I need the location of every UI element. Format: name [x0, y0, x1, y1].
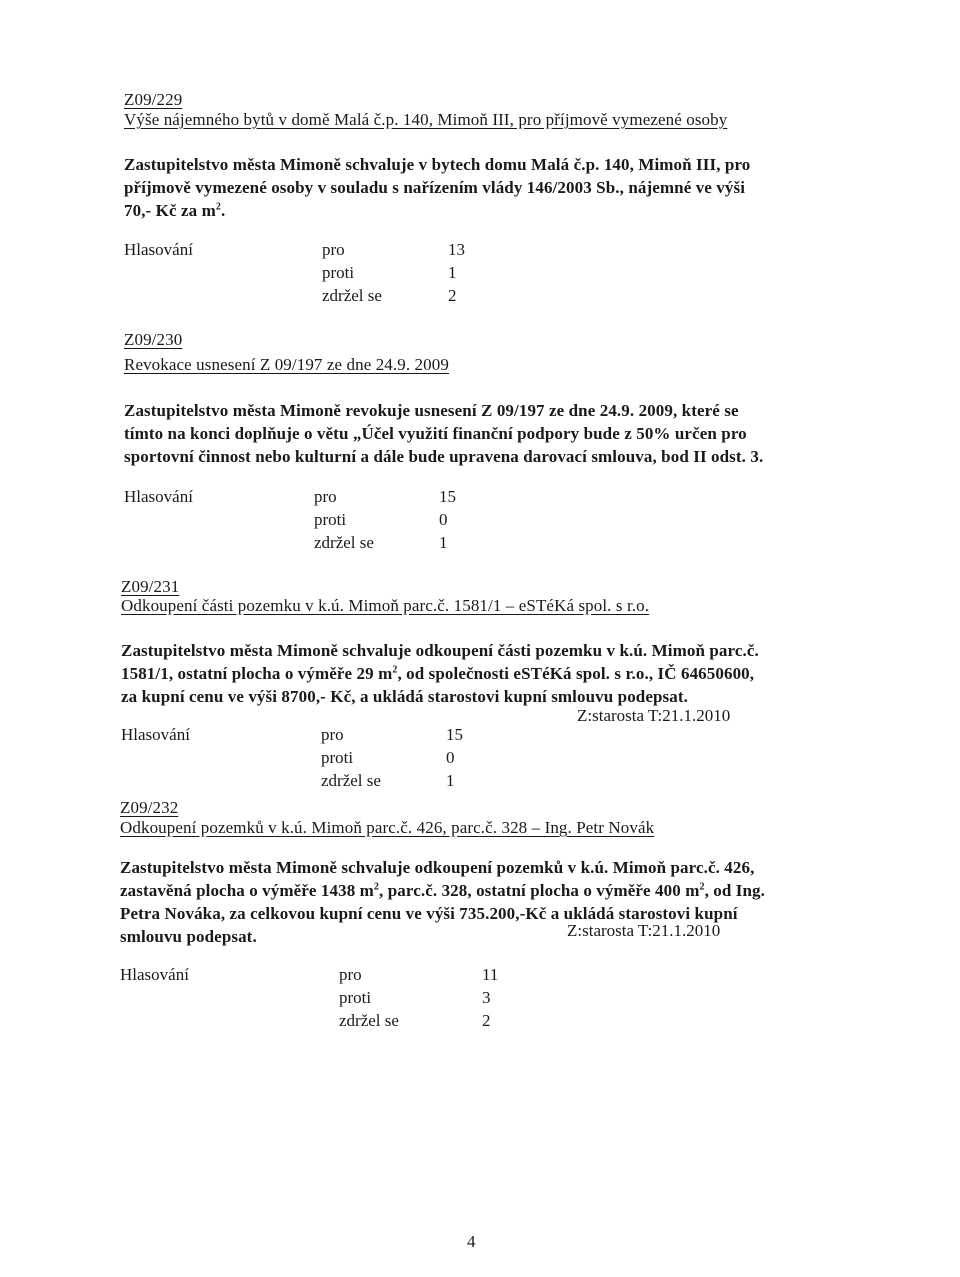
- vote-key: zdržel se: [339, 1011, 399, 1030]
- resolution-code: Z09/229: [124, 90, 183, 109]
- voting-block: [121, 725, 521, 800]
- vote-count: 1: [439, 533, 448, 552]
- vote-count: 2: [448, 286, 457, 305]
- vote-count: 2: [482, 1011, 491, 1030]
- text-fragment: 1581/1, ostatní plocha o výměře 29 m: [121, 664, 393, 683]
- voting-label: Hlasování: [124, 240, 193, 259]
- vote-count: 13: [448, 240, 465, 259]
- resolution-text: [124, 153, 750, 222]
- text-fragment: , parc.č. 328, ostatní plocha o výměře 400 m: [379, 881, 700, 900]
- resolution-title: Revokace usnesení Z 09/197 ze dne 24.9. 2009: [124, 355, 449, 374]
- vote-count: 15: [446, 725, 463, 744]
- text-line: [124, 199, 750, 222]
- resolution-code: Z09/232: [120, 798, 179, 817]
- resolution-title: Výše nájemného bytů v domě Malá č.p. 140, Mimoň III, pro příjmově vymezené osoby: [124, 110, 728, 129]
- text-line: za kupní cenu ve výši 8700,- Kč, a ukládá starostovi kupní smlouvu podepsat.: [121, 687, 688, 706]
- text-line: smlouvu podepsat.: [120, 927, 257, 946]
- text-line: Zastupitelstvo města Mimoně revokuje usnesení Z 09/197 ze dne 24.9. 2009, které se: [124, 401, 739, 420]
- vote-count: 1: [446, 771, 455, 790]
- responsible-person: Z:starosta T:21.1.2010: [567, 921, 721, 940]
- resolution-code: Z09/231: [121, 577, 180, 596]
- superscript: 2: [699, 881, 705, 893]
- text-fragment: zastavěná plocha o výměře 1438 m: [120, 881, 374, 900]
- vote-count: 0: [446, 748, 455, 767]
- voting-block: [124, 240, 524, 315]
- text-line: příjmově vymezené osoby v souladu s nařízením vlády 146/2003 Sb., nájemné ve výši: [124, 178, 746, 197]
- text-fragment: .: [220, 201, 226, 220]
- text-line: [120, 879, 765, 902]
- text-line: Zastupitelstvo města Mimoně schvaluje odkoupení pozemků v k.ú. Mimoň parc.č. 426,: [120, 858, 755, 877]
- vote-count: 1: [448, 263, 457, 282]
- vote-key: pro: [314, 487, 337, 506]
- resolution-code: Z09/230: [124, 330, 183, 349]
- text-line: sportovní činnost nebo kulturní a dále bude upravena darovací smlouva, bod II odst. 3.: [124, 447, 764, 466]
- vote-key: proti: [321, 748, 354, 767]
- vote-count: 15: [439, 487, 456, 506]
- voting-label: Hlasování: [120, 965, 189, 984]
- superscript: 2: [215, 201, 221, 213]
- superscript: 2: [392, 664, 398, 676]
- vote-key: proti: [339, 988, 372, 1007]
- vote-key: zdržel se: [321, 771, 381, 790]
- text-line: Zastupitelstvo města Mimoně schvaluje v bytech domu Malá č.p. 140, Mimoň III, pro: [124, 155, 751, 174]
- text-line: tímto na konci doplňuje o větu „Účel využití finanční podpory bude z 50% určen pro: [124, 424, 747, 443]
- vote-key: pro: [322, 240, 345, 259]
- vote-key: proti: [314, 510, 347, 529]
- vote-key: pro: [339, 965, 362, 984]
- resolution-text: [121, 639, 759, 708]
- responsible-person: Z:starosta T:21.1.2010: [577, 706, 731, 725]
- text-fragment: , od Ing.: [704, 881, 766, 900]
- vote-key: pro: [321, 725, 344, 744]
- text-line: Petra Nováka, za celkovou kupní cenu ve výši 735.200,-Kč a ukládá starostovi kupní: [120, 904, 738, 923]
- voting-block: [120, 965, 540, 1040]
- superscript: 2: [373, 881, 380, 893]
- voting-label: Hlasování: [121, 725, 190, 744]
- vote-key: proti: [322, 263, 355, 282]
- text-fragment: 70,- Kč za m: [124, 201, 216, 220]
- vote-key: zdržel se: [314, 533, 374, 552]
- voting-label: Hlasování: [124, 487, 193, 506]
- resolution-title: Odkoupení části pozemku v k.ú. Mimoň parc.č. 1581/1 – eSTéKá spol. s r.o.: [121, 596, 650, 615]
- resolution-text: [124, 399, 763, 468]
- vote-key: zdržel se: [322, 286, 382, 305]
- vote-count: 11: [482, 965, 499, 984]
- voting-block: [124, 487, 524, 562]
- page-number: 4: [467, 1232, 476, 1251]
- resolution-title: Odkoupení pozemků v k.ú. Mimoň parc.č. 426, parc.č. 328 – Ing. Petr Novák: [120, 818, 655, 837]
- text-line: [121, 662, 759, 685]
- text-line: Zastupitelstvo města Mimoně schvaluje odkoupení části pozemku v k.ú. Mimoň parc.č.: [121, 641, 759, 660]
- vote-count: 3: [482, 988, 491, 1007]
- text-fragment: , od společnosti eSTéKá spol. s r.o., IČ 64650600,: [397, 664, 755, 683]
- vote-count: 0: [439, 510, 448, 529]
